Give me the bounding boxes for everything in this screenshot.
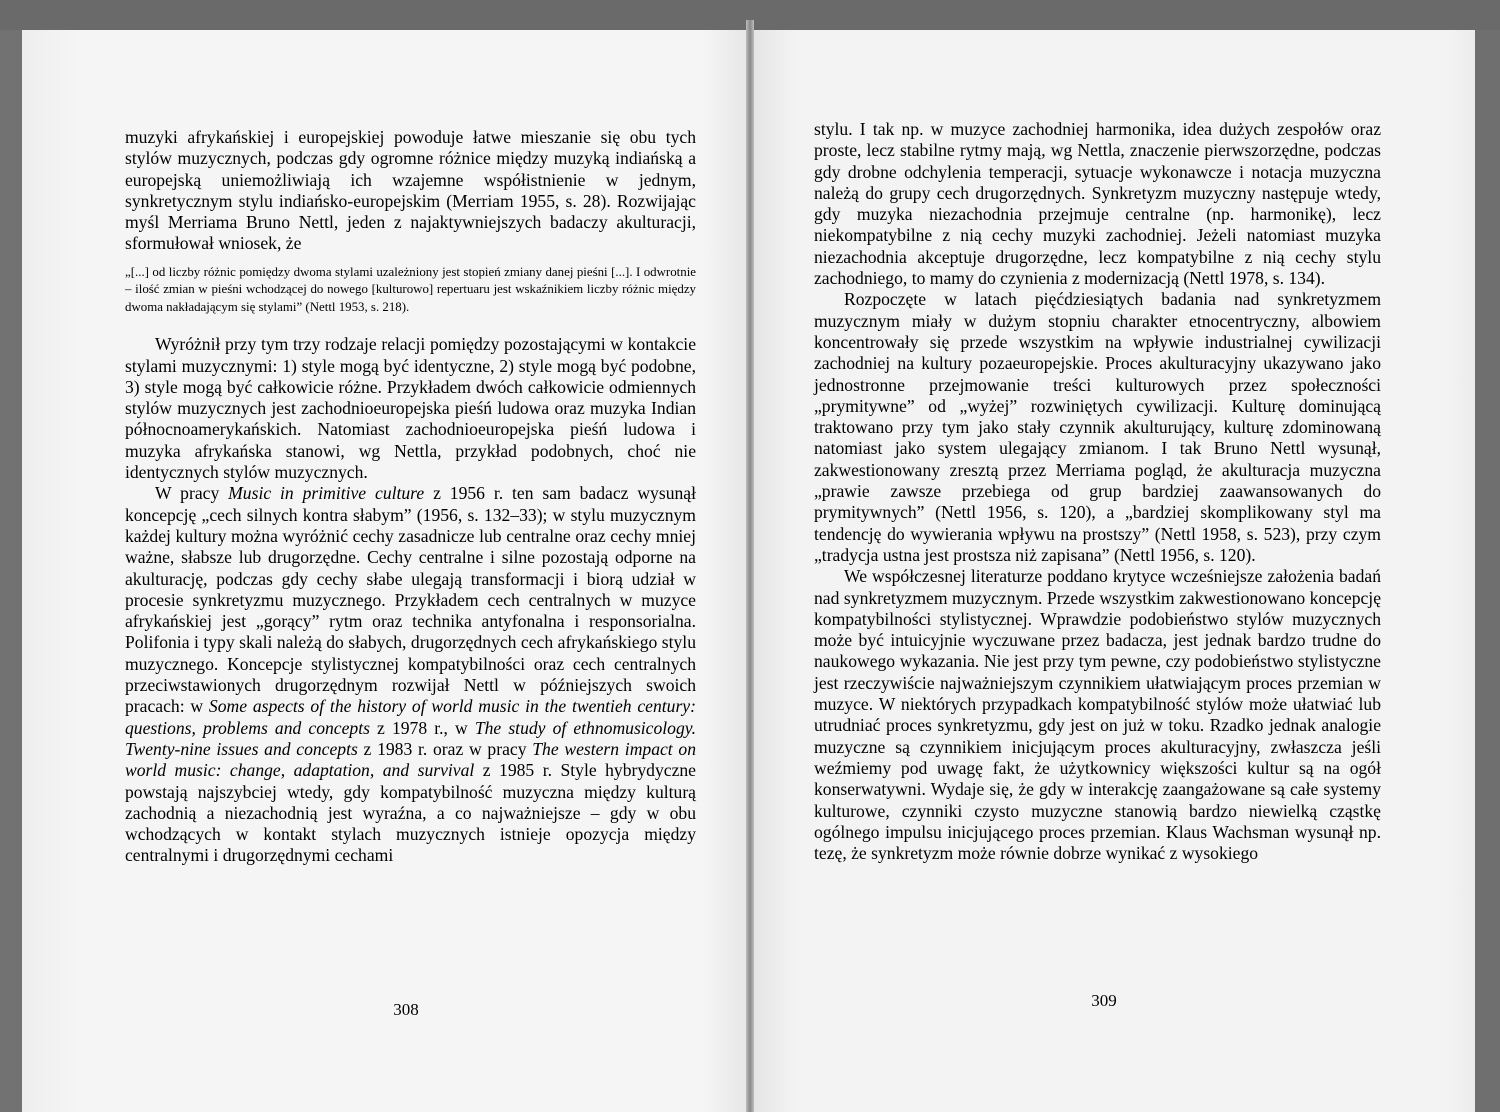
paragraph xyxy=(125,483,696,866)
left-page-number: 308 xyxy=(393,1000,419,1019)
scan-right-edge xyxy=(1475,30,1500,1112)
paragraph xyxy=(814,119,1381,289)
paragraph xyxy=(125,127,696,255)
left-page-text xyxy=(125,127,696,867)
text-run: z 1978 r., w xyxy=(369,717,475,738)
text-run: „[...] od liczby różnic pomiędzy dwoma stylami uzależniony jest stopień zmiany danej pieśni [...]. I odwrotnie – ilość zmian w pieśni wchodzącej do nowego [kulturowo] repertuaru jest wskaźnikiem liczby różnic między dwoma nakładającym się stylami” (Nettl 1953, s. 218). xyxy=(125,264,696,314)
paragraph xyxy=(814,289,1381,566)
right-page-text xyxy=(814,119,1381,864)
right-page-number: 309 xyxy=(1091,991,1117,1010)
paragraph xyxy=(125,334,696,483)
work-title: The western impact on world music: change, adaptation, and survival xyxy=(125,738,697,781)
text-run: z 1983 r. oraz w pracy xyxy=(357,738,533,759)
work-title: Some aspects of the history of world music in the twentieh century: questions, problems and concepts xyxy=(125,696,696,738)
paragraph xyxy=(814,566,1381,864)
block-quote xyxy=(125,264,696,317)
book-gutter xyxy=(746,20,754,1112)
work-title: Music in primitive culture xyxy=(228,483,425,504)
text-run: Rozpoczęte w latach pięćdziesiątych badania nad synkretyzmem muzycznym miały w dużym stopniu charakter etnocentryczny, albowiem koncentrowały się przede wszystkim na wpływie industrialnej cywilizacji zachodniej na kultury pozaeuropejskie. Proces akulturacyjny ukazywano jako jednostronne przejmowanie treści kulturowych przez społeczności „prymitywne” od „wyżej” rozwiniętych cywilizacji. Kulturę dominującą traktowano przy tym jako stały czynnik akulturujący, kulturę zdominowaną natomiast jako system ulegający zmianom. I tak Bruno Nettl wysunął, zakwestionowany zresztą przez Merriama pogląd, że akulturacja muzyczna „prawie zawsze przebiega od grup bardziej zaawansowanych do prymitywnych” (Nettl 1956, s. 120), a „bardziej skomplikowany styl ma tendencję do wywierania wpływu na prostszy” (Nettl 1958, s. 523), przy czym „tradycja ustna jest prostsza niż zapisana” (Nettl 1956, s. 120). xyxy=(814,289,1381,565)
text-run: Wyróżnił przy tym trzy rodzaje relacji pomiędzy pozostającymi w kontakcie stylami muzycznymi: 1) style mogą być identyczne, 2) style mogą być podobne, 3) style mogą być całkowicie różne. Przykładem dwóch całkowicie odmiennych stylów muzycznych jest zachodnioeuropejska pieśń ludowa oraz muzyka Indian północnoamerykańskich. Natomiast zachodnioeuropejska pieśń ludowa i muzyka afrykańska stanowi, wg Nettla, przykład podobnych, choć nie identycznych stylów muzycznych. xyxy=(125,334,696,483)
text-run: z 1956 r. ten sam badacz wysunął koncepcję „cech silnych kontra słabym” (1956, s. 132–33); w stylu muzycznym każdej kultury można wyróżnić cechy zasadnicze lub centralne oraz cechy mniej ważne, słabsze lub drugorzędne. Cechy centralne i silne pozostają odporne na akulturację, podczas gdy cechy słabe ulegają transformacji i biorą udział w procesie synkretyzmu muzycznego. Przykładem cech centralnych w muzyce afrykańskiej jest „gorący” rytm oraz technika antyfonalna i responsorialna. Polifonia i typy skali należą do słabych, drugorzędnych cech afrykańskiego stylu muzycznego. Koncepcje stylistycznej kompatybilności oraz cech centralnych przeciwstawionych drugorzędnym rozwijał Nettl w późniejszych swoich pracach: w xyxy=(125,483,696,717)
text-run: W pracy xyxy=(155,483,229,504)
text-run: stylu. I tak np. w muzyce zachodniej harmonika, idea dużych zespołów oraz proste, lecz stabilne rytmy mają, wg Nettla, znaczenie pierwszorzędne, podczas gdy drobne odchylenia temperacji, sytuacje wykonawcze i notacja muzyczna należą do grupy cech drugorzędnych. Synkretyzm muzyczny następuje wtedy, gdy muzyka niezachodnia przejmuje centralne (np. harmonikę), lecz niekompatybilne z nią cechy muzyki zachodniej. Jeżeli natomiast muzyka niezachodnia akceptuje drugorzędne, lecz kompatybilne z nią cechy stylu zachodniego, to mamy do czynienia z modernizacją (Nettl 1978, s. 134). xyxy=(814,119,1381,289)
work-title: The study of ethnomusicology. Twenty-nine issues and concepts xyxy=(125,717,697,759)
text-run: muzyki afrykańskiej i europejskiej powoduje łatwe mieszanie się obu tych stylów muzycznych, podczas gdy ogromne różnice między muzyką indiańską a europejską uniemożliwiają ich wzajemne współistnienie w jednym, synkretycznym stylu indiańsko-europejskim (Merriam 1955, s. 28). Rozwijając myśl Merriama Bruno Nettl, jeden z najaktywniejszych badaczy akulturacji, sformułował wniosek, że xyxy=(125,127,696,254)
text-run: We współczesnej literaturze poddano krytyce wcześniejsze założenia badań nad synkretyzmem muzycznym. Przede wszystkim zakwestionowano koncepcję kompatybilności stylistycznej. Wprawdzie podobieństwo stylów muzycznych może być intuicyjnie wyczuwane przez badacza, jest jednak bardzo trudne do naukowego wykazania. Nie jest przy tym pewne, czy podobieństwo stylistyczne jest rzeczywiście najważniejszym czynnikiem ułatwiającym proces przemian w muzyce. W niektórych przypadkach kompatybilność stylów może ułatwiać lub utrudniać proces synkretyzmu, gdy jest on już w toku. Rzadko jednak analogie muzyczne są czynnikiem inicjującym proces akulturacyjny, zwłaszcza jeśli weźmiemy pod uwagę fakt, że użytkownicy większości kultur są na ogół konserwatywni. Wydaje się, że gdy w interakcję zaangażowane są całe systemy kulturowe, czynniki czysto muzyczne stanowią bardzo niewielką cząstkę ogólnego impulsu inicjującego proces przemian. Klaus Wachsman wysunął np. tezę, że synkretyzm może równie dobrze wynikać z wysokiego xyxy=(814,566,1381,864)
text-run: z 1985 r. Style hybrydyczne powstają najszybciej wtedy, gdy kompatybilność muzyczna między kulturą zachodnią a niezachodnią jest wyraźna, a co najważniejsze – gdy w obu wchodzących w kontakt stylach muzycznych istnieje opozycja między centralnymi i drugorzędnymi cechami xyxy=(125,760,696,866)
